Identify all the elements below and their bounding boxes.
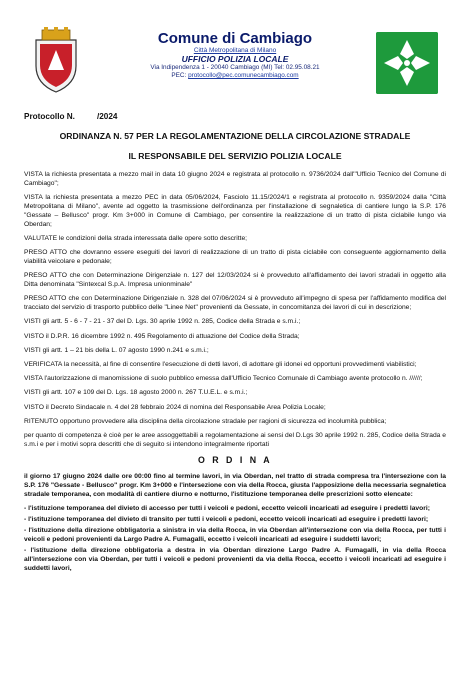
provision-item: - l'istituzione della direzione obbligatoria a sinistra in via della Rocca, in via Oberdan all'intersezione con via della Rocca, per tutti i veicoli e pedoni provenienti da Largo Padre A. Fumagalli, eccetto i veicoli incaricati ad eseguire i suddetti lavori; [24,527,446,544]
premise-paragraph: VISTA l'autorizzazione di manomissione di suolo pubblico emessa dall'Ufficio Tecnico Comunale di Cambiago avente protocollo n. //////; [24,375,423,383]
premise-paragraph: VISTO il D.P.R. 16 dicembre 1992 n. 495 Regolamento di attuazione del Codice della Strada; [24,332,300,340]
ordinance-body [24,171,446,574]
premise-paragraph: VISTI gli artt. 5 - 6 - 7 - 21 - 37 del D. Lgs. 30 aprile 1992 n. 285, Codice della Strada e s.m.i.; [24,318,301,326]
protocol-value: /2024 [96,112,118,121]
provision-item: - l'istituzione temporanea del divieto di transito per tutti i veicoli e pedoni, eccetto veicoli incaricati ad eseguire i predetti lavori; [24,516,429,524]
premise-paragraph: VALUTATE le condizioni della strada interessata dalle opere sotto descritte; [24,234,248,242]
protocol-number [24,112,446,121]
ordinance-title: ORDINANZA N. 57 PER LA REGOLAMENTAZIONE DELLA CIRCOLAZIONE STRADALE [59,131,411,141]
order-paragraph: il giorno 17 giugno 2024 dalle ore 00:00 fino al termine lavori, in via Oberdan, nel tratto di strada compresa tra l'intersezione con la S.P. 176 "Gessate - Bellusco" progr. Km 3+000 e l'intersezione con via della Rocca, giusta l'apposizione della necessaria segnaletica stradale temporanea, con modalità di cantiere diurno e notturno, l'istituzione temporanea delle prescrizioni sotto elencate: [24,472,446,498]
premise-paragraph: RITENUTO opportuno provvedere alla disciplina della circolazione stradale per ragioni di sicurezza ed incolumità pubblica; [24,417,387,425]
office-address: Via Indipendenza 1 - 20040 Cambiago (MI) Tel: 02.95.08.21 [150,64,320,72]
provision-item: - l'istituzione temporanea del divieto di accesso per tutti i veicoli e pedoni, eccetto veicoli incaricati ad eseguire i predetti lavori; [24,504,430,512]
premise-paragraph: PRESO ATTO che con Determinazione Dirigenziale n. 127 del 12/03/2024 si è provveduto all'affidamento dei lavori stradali in oggetto alla Ditta denominata "Sintexcal S.p.A. Impresa unionminale" [24,272,446,288]
premise-paragraph: VISTA la richiesta presentata a mezzo PEC in data 05/06/2024, Fasciolo 11.15/2024/1 e registrata al protocollo n. 9359/2024 dalla "Città Metropolitana di Milano", avente ad oggetto la trasmissione dell'ordinanza per l'installazione di segnaletica di cantiere lungo la S.P. 176 "Gessate – Bellusco" progr. Km 3+000 in Comune di Cambiago, per consentire la realizzazione di un tratto di pista ciclabile lungo via Oberdan; [24,194,446,228]
green-cross-logo-icon [376,32,438,94]
premise-paragraph: PRESO ATTO che dovranno essere eseguiti dei lavori di realizzazione di un tratto di pista ciclabile con conseguente aggiornamento della viabilità veicolare e pedonale; [24,249,446,265]
provision-item: - l'istituzione della direzione obbligatoria a destra in via Oberdan direzione Largo Padre A. Fumagalli, in via della Rocca all'intersezione con via Oberdan, per tutti i veicoli e pedoni provenienti da via della Rocca, eccetto i veicoli incaricati ad eseguire i suddetti lavori, [24,547,446,573]
metropolitan-city: Città Metropolitana di Milano [193,47,277,55]
protocol-label: Protocollo N. [24,112,75,121]
pec-link[interactable]: protocollo@pec.comunecambiago.com [188,71,299,79]
office-name: UFFICIO POLIZIA LOCALE [181,53,289,64]
premise-paragraph: VISTO il Decreto Sindacale n. 4 del 28 febbraio 2024 di nomina del Responsabile Area Polizia Locale; [24,403,326,411]
premise-paragraph: per quanto di competenza è cioè per le aree assoggettabili a regolamentazione ai sensi del D.Lgs 30 aprile 1992 n. 285, Codice della Strada e s.m.i e per i motivi sopra descritti che di seguito si intendono integralmente riportati [24,432,446,449]
premise-paragraph: VISTI gli artt. 107 e 109 del D. Lgs. 18 agosto 2000 n. 267 T.U.E.L. e s.m.i.; [24,389,248,397]
letterhead [24,22,446,106]
premise-paragraph: VISTI gli artt. 1 – 21 bis della L. 07 agosto 1990 n.241 e s.m.i.; [24,346,209,354]
responsible-title: IL RESPONSABILE DEL SERVIZIO POLIZIA LOCALE [128,151,342,161]
municipality-name: Comune di Cambiago [157,30,313,47]
ordina-heading: O R D I N A [197,455,273,466]
premise-paragraph: PRESO ATTO che con Determinazione Dirigenziale n. 328 del 07/06/2024 si è provveduto all'impegno di spesa per l'affidamento modifica del tracciato del servizio di trasporto pubblico delle "Linee Net" provenienti da Gessate, in concomitanza dei lavori di cui in descrizione; [24,295,446,312]
pec-label: PEC: [171,71,187,79]
premise-paragraph: VERIFICATA la necessità, al fine di consentire l'esecuzione di detti lavori, di adottare gli idonei ed opportuni provvedimenti viabilistici; [24,361,417,369]
premise-paragraph: VISTA la richiesta presentata a mezzo mail in data 10 giugno 2024 e registrata al protocollo n. 9736/2024 dall'"Ufficio Tecnico del Comune di Cambiago"; [24,171,446,187]
